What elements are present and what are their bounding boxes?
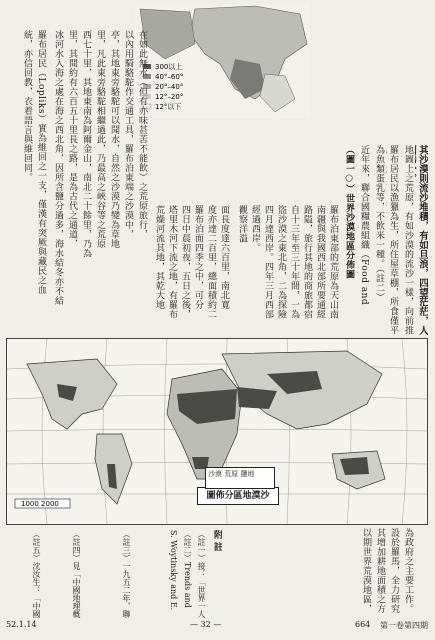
footnote: （註二）Trends and: [183, 530, 192, 608]
text-column: 四月達西岸。四年三月西部: [263, 205, 273, 319]
heading-column: 其沙漠則流沙堆積，有如旦浪，四望茫茫，人: [417, 145, 428, 335]
text-column: 統，亦信回教，衣着語言與維回同。: [22, 30, 32, 182]
text-column: 近年來，聯合國糧農組織（Food and: [359, 145, 369, 306]
text-column: 里，凡此東旁駱駝相繼過此，乃最高之峽谷等之荒原: [95, 30, 105, 249]
text-column: 面長度達六百里，南北寬: [219, 205, 229, 310]
world-map-title: 圖佈分區地漠沙: [197, 487, 279, 505]
footnote: （註五）沈汝生：「中國: [32, 530, 41, 618]
text-column: 羅布泊面四季之中，可分: [193, 205, 203, 310]
text-column: 其增加耕地面積之方: [375, 528, 385, 614]
figure-caption: （圖一○）世界沙漠地區分佈圖: [344, 145, 354, 279]
text-column: 羅布居民（Lopliks）實為維回之一支，僅漢有突厥與藏民之血: [36, 30, 46, 295]
rainfall-map: [135, 4, 310, 119]
text-column: 以期世界荒漠地區，: [361, 528, 371, 614]
footer-issue: 第一卷第四期: [380, 621, 428, 630]
text-column: 為魚類蛋乳等，不飲米一種。（註二）: [374, 145, 384, 302]
footnote: （註三）一九五二年，聯: [122, 530, 131, 618]
text-column: 設於羅馬，全力研究: [389, 528, 399, 614]
text-column: 塔里木河下流之地，有羅布: [167, 205, 177, 319]
footer-date: 52.1.14: [6, 620, 37, 629]
text-column: 路隘，旅行其地的商旅都宿: [302, 205, 312, 319]
footnote: （註四）見「中國地理概: [72, 530, 81, 618]
footnote: S. Woytinsky and E.: [169, 530, 178, 611]
footnote: （註一）接：「世界一人: [197, 530, 206, 618]
text-column: 在如此無水（但有亦味甚苦不能飲）之荒原旅行，: [137, 30, 147, 239]
text-column: 里，其間約有六百五十里長之路，是為古代之通道，: [67, 30, 77, 249]
text-column: 自十三年至三十年間，一為: [289, 205, 299, 319]
footer-code: 664: [355, 620, 371, 629]
text-column: 盜沙漠之東北角，二為探險: [276, 205, 286, 319]
legend-item: 300以上: [155, 63, 183, 71]
text-column: 荒燥河流其地，其乾大地: [154, 205, 164, 310]
text-column: 以內用騎駱駝作交通工具，羅布泊東端之沙漠中，: [123, 30, 133, 239]
world-map-legend: [205, 467, 275, 489]
page-footer: [0, 620, 435, 634]
legend-item: 荒原: [224, 470, 239, 478]
text-column: 羅布泊東部的荒原為天山南: [328, 205, 338, 319]
legend-item: 12°以下: [155, 103, 182, 111]
legend-item: 12°–20°: [155, 93, 184, 101]
text-column: 冰河水入海之處在海之西北角，因所含鹽分過多，海水結冬亦不結: [53, 30, 63, 306]
legend-item: 沙漠: [208, 470, 222, 478]
legend-item: 鹽地: [240, 470, 255, 478]
world-desert-map: [6, 338, 428, 525]
legend-item: 40°–60°: [155, 73, 184, 81]
text-column: 羅布居民以漁獵為生，所住屋草棚，所食僅平: [388, 145, 398, 335]
text-column: 為政府之主要工作。: [403, 528, 413, 614]
legend-item: 20°–40°: [155, 83, 184, 91]
text-column: 度亦達二百里，總面積約二: [206, 205, 216, 319]
text-column: 觀察洋溢: [237, 205, 247, 243]
text-column: 南疆與我國西北部所要通經: [315, 205, 325, 319]
text-column: 經過西岸。: [250, 205, 260, 253]
footnote-heading: 附 註: [212, 530, 222, 552]
map-scale-label: 1000 2000: [21, 500, 59, 508]
rainfall-map-graphic: [135, 4, 310, 119]
text-column: 亭，其地東旁駱駝可以聞水，自然之沙漠乃變為草地: [109, 30, 119, 249]
text-column: 四日中晨初夜，五日之後，: [180, 205, 190, 319]
text-column: 西七十里，其地東南為阿爾金山，南北二十餘里，乃為: [81, 30, 91, 258]
text-column: 地圖上之荒原，有如沙漠的流沙一樣，向前推: [403, 145, 413, 335]
page-number: — 32 —: [190, 620, 222, 629]
